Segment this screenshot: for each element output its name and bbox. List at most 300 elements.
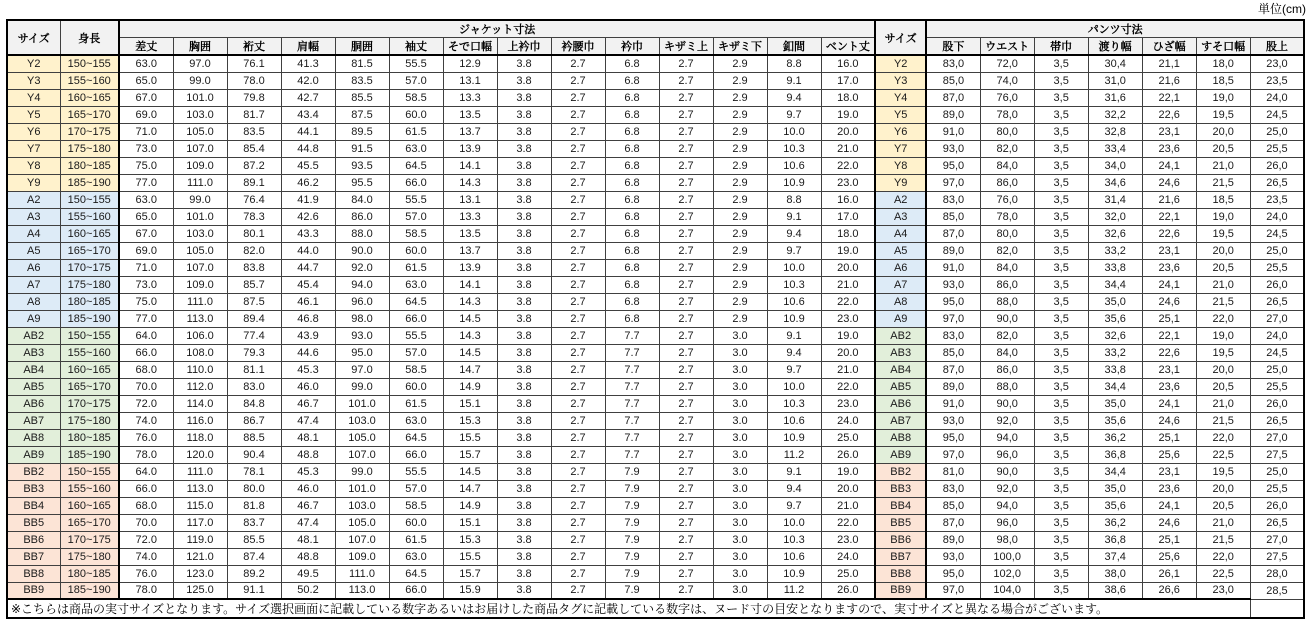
table-row: [7, 293, 1304, 310]
pants-measurement-cell: 88,0: [980, 293, 1034, 310]
jacket-measurement-cell: 3.8: [497, 497, 551, 514]
jacket-measurement-cell: 68.0: [119, 361, 173, 378]
pants-measurement-cell: 3,5: [1034, 55, 1088, 72]
jacket-measurement-cell: 113.0: [173, 480, 227, 497]
pants-measurement-cell: 3,5: [1034, 531, 1088, 548]
jacket-measurement-cell: 66.0: [389, 446, 443, 463]
pants-measurement-cell: 21,6: [1142, 191, 1196, 208]
jacket-measurement-cell: 96.0: [335, 293, 389, 310]
pants-measurement-cell: 38,0: [1088, 565, 1142, 582]
pants-measurement-cell: 34,4: [1088, 463, 1142, 480]
pants-size-cell: BB2: [875, 463, 926, 480]
pants-measurement-cell: 87,0: [926, 89, 980, 106]
pants-measurement-cell: 90,0: [980, 395, 1034, 412]
jacket-measurement-cell: 3.8: [497, 531, 551, 548]
jacket-measurement-cell: 85.5: [227, 531, 281, 548]
jacket-measurement-cell: 66.0: [389, 310, 443, 327]
size-cell: A5: [7, 242, 60, 259]
jacket-measurement-cell: 6.8: [605, 123, 659, 140]
pants-column-header: 股上: [1250, 38, 1304, 56]
pants-measurement-cell: 86,0: [980, 174, 1034, 191]
jacket-measurement-cell: 7.7: [605, 446, 659, 463]
pants-measurement-cell: 25,5: [1250, 480, 1304, 497]
jacket-measurement-cell: 47.4: [281, 514, 335, 531]
jacket-measurement-cell: 6.8: [605, 106, 659, 123]
pants-measurement-cell: 20,0: [1196, 361, 1250, 378]
jacket-measurement-cell: 45.3: [281, 463, 335, 480]
pants-measurement-cell: 25,5: [1250, 378, 1304, 395]
jacket-measurement-cell: 114.0: [173, 395, 227, 412]
pants-measurement-cell: 21,0: [1196, 157, 1250, 174]
jacket-measurement-cell: 10.3: [767, 276, 821, 293]
jacket-measurement-cell: 9.4: [767, 89, 821, 106]
pants-measurement-cell: 26,1: [1142, 565, 1196, 582]
jacket-section-title: ジャケット寸法: [119, 20, 875, 38]
table-row: [7, 446, 1304, 463]
pants-measurement-cell: 32,2: [1088, 106, 1142, 123]
jacket-measurement-cell: 6.8: [605, 89, 659, 106]
height-cell: 185~190: [60, 310, 119, 327]
height-column-header: 身長: [60, 20, 119, 55]
pants-measurement-cell: 35,6: [1088, 310, 1142, 327]
jacket-measurement-cell: 16.0: [821, 191, 875, 208]
jacket-measurement-cell: 99.0: [335, 378, 389, 395]
jacket-measurement-cell: 44.1: [281, 123, 335, 140]
jacket-measurement-cell: 10.0: [767, 259, 821, 276]
jacket-measurement-cell: 44.0: [281, 242, 335, 259]
jacket-measurement-cell: 63.0: [389, 412, 443, 429]
jacket-measurement-cell: 50.2: [281, 582, 335, 599]
jacket-measurement-cell: 2.7: [659, 446, 713, 463]
pants-measurement-cell: 3,5: [1034, 565, 1088, 582]
pants-measurement-cell: 20,0: [1196, 480, 1250, 497]
jacket-measurement-cell: 2.7: [659, 89, 713, 106]
pants-measurement-cell: 3,5: [1034, 429, 1088, 446]
jacket-column-header: キザミ上: [659, 38, 713, 56]
pants-measurement-cell: 93,0: [926, 140, 980, 157]
pants-measurement-cell: 25,6: [1142, 548, 1196, 565]
pants-column-header: ウエスト: [980, 38, 1034, 56]
height-cell: 185~190: [60, 174, 119, 191]
pants-size-cell: Y3: [875, 72, 926, 89]
jacket-measurement-cell: 26.0: [821, 582, 875, 599]
jacket-measurement-cell: 81.7: [227, 106, 281, 123]
pants-measurement-cell: 88,0: [980, 378, 1034, 395]
pants-measurement-cell: 27,5: [1250, 548, 1304, 565]
jacket-measurement-cell: 2.7: [551, 463, 605, 480]
table-row: [7, 242, 1304, 259]
jacket-measurement-cell: 20.0: [821, 480, 875, 497]
jacket-measurement-cell: 3.8: [497, 463, 551, 480]
height-cell: 160~165: [60, 497, 119, 514]
jacket-measurement-cell: 10.3: [767, 140, 821, 157]
jacket-measurement-cell: 3.0: [713, 395, 767, 412]
pants-measurement-cell: 21,5: [1196, 412, 1250, 429]
pants-measurement-cell: 28,5: [1250, 582, 1304, 599]
height-cell: 170~175: [60, 395, 119, 412]
jacket-measurement-cell: 10.6: [767, 293, 821, 310]
pants-measurement-cell: 25,0: [1250, 242, 1304, 259]
pants-measurement-cell: 23,1: [1142, 361, 1196, 378]
jacket-measurement-cell: 3.8: [497, 395, 551, 412]
pants-measurement-cell: 82,0: [980, 327, 1034, 344]
jacket-measurement-cell: 89.2: [227, 565, 281, 582]
jacket-measurement-cell: 3.0: [713, 531, 767, 548]
size-cell: A7: [7, 276, 60, 293]
pants-measurement-cell: 92,0: [980, 412, 1034, 429]
pants-measurement-cell: 24,6: [1142, 514, 1196, 531]
height-cell: 155~160: [60, 344, 119, 361]
jacket-measurement-cell: 15.9: [443, 582, 497, 599]
jacket-measurement-cell: 19.0: [821, 106, 875, 123]
pants-size-cell: BB3: [875, 480, 926, 497]
jacket-measurement-cell: 63.0: [119, 55, 173, 72]
pants-measurement-cell: 33,2: [1088, 242, 1142, 259]
jacket-measurement-cell: 2.7: [659, 55, 713, 72]
pants-measurement-cell: 22,1: [1142, 327, 1196, 344]
pants-measurement-cell: 83,0: [926, 55, 980, 72]
height-cell: 175~180: [60, 140, 119, 157]
jacket-measurement-cell: 25.0: [821, 565, 875, 582]
pants-measurement-cell: 3,5: [1034, 378, 1088, 395]
pants-measurement-cell: 34,4: [1088, 378, 1142, 395]
pants-measurement-cell: 24,5: [1250, 225, 1304, 242]
pants-measurement-cell: 96,0: [980, 514, 1034, 531]
jacket-measurement-cell: 11.2: [767, 446, 821, 463]
jacket-measurement-cell: 14.3: [443, 293, 497, 310]
jacket-measurement-cell: 83.5: [227, 123, 281, 140]
jacket-measurement-cell: 3.0: [713, 582, 767, 599]
table-header: [7, 20, 1304, 55]
pants-measurement-cell: 78,0: [980, 208, 1034, 225]
jacket-measurement-cell: 3.0: [713, 412, 767, 429]
jacket-column-header: 胴囲: [335, 38, 389, 56]
jacket-measurement-cell: 76.4: [227, 191, 281, 208]
jacket-measurement-cell: 55.5: [389, 327, 443, 344]
size-cell: Y3: [7, 72, 60, 89]
size-cell: A6: [7, 259, 60, 276]
jacket-measurement-cell: 6.8: [605, 72, 659, 89]
size-cell: AB4: [7, 361, 60, 378]
jacket-measurement-cell: 3.8: [497, 310, 551, 327]
jacket-measurement-cell: 119.0: [173, 531, 227, 548]
jacket-measurement-cell: 2.9: [713, 72, 767, 89]
jacket-measurement-cell: 42.7: [281, 89, 335, 106]
pants-measurement-cell: 24,0: [1250, 327, 1304, 344]
height-cell: 175~180: [60, 276, 119, 293]
pants-measurement-cell: 21,0: [1196, 514, 1250, 531]
jacket-measurement-cell: 3.8: [497, 480, 551, 497]
jacket-measurement-cell: 87.2: [227, 157, 281, 174]
jacket-column-header: 差丈: [119, 38, 173, 56]
table-row: [7, 463, 1304, 480]
jacket-measurement-cell: 9.7: [767, 106, 821, 123]
jacket-measurement-cell: 2.7: [551, 72, 605, 89]
pants-size-cell: Y6: [875, 123, 926, 140]
pants-measurement-cell: 91,0: [926, 123, 980, 140]
jacket-measurement-cell: 44.8: [281, 140, 335, 157]
jacket-measurement-cell: 3.0: [713, 463, 767, 480]
pants-measurement-cell: 19,5: [1196, 225, 1250, 242]
jacket-measurement-cell: 3.8: [497, 565, 551, 582]
pants-measurement-cell: 36,2: [1088, 514, 1142, 531]
jacket-measurement-cell: 9.1: [767, 72, 821, 89]
jacket-measurement-cell: 2.7: [551, 123, 605, 140]
jacket-measurement-cell: 111.0: [173, 463, 227, 480]
jacket-measurement-cell: 3.8: [497, 361, 551, 378]
pants-size-cell: A3: [875, 208, 926, 225]
size-cell: BB3: [7, 480, 60, 497]
pants-measurement-cell: 87,0: [926, 361, 980, 378]
jacket-measurement-cell: 2.7: [551, 497, 605, 514]
pants-size-cell: BB9: [875, 582, 926, 599]
jacket-measurement-cell: 105.0: [173, 123, 227, 140]
pants-measurement-cell: 33,4: [1088, 140, 1142, 157]
jacket-measurement-cell: 2.7: [551, 276, 605, 293]
jacket-measurement-cell: 60.0: [389, 242, 443, 259]
jacket-measurement-cell: 15.7: [443, 565, 497, 582]
jacket-measurement-cell: 66.0: [389, 582, 443, 599]
size-cell: AB8: [7, 429, 60, 446]
jacket-measurement-cell: 3.8: [497, 106, 551, 123]
jacket-measurement-cell: 85.5: [335, 89, 389, 106]
pants-measurement-cell: 98,0: [980, 531, 1034, 548]
jacket-measurement-cell: 58.5: [389, 497, 443, 514]
jacket-measurement-cell: 43.4: [281, 106, 335, 123]
jacket-measurement-cell: 83.8: [227, 259, 281, 276]
size-cell: Y7: [7, 140, 60, 157]
pants-measurement-cell: 83,0: [926, 327, 980, 344]
pants-measurement-cell: 36,2: [1088, 429, 1142, 446]
size-cell: A2: [7, 191, 60, 208]
pants-measurement-cell: 100,0: [980, 548, 1034, 565]
jacket-measurement-cell: 3.8: [497, 548, 551, 565]
pants-measurement-cell: 25,0: [1250, 361, 1304, 378]
jacket-measurement-cell: 44.6: [281, 344, 335, 361]
jacket-measurement-cell: 69.0: [119, 242, 173, 259]
jacket-measurement-cell: 13.3: [443, 89, 497, 106]
pants-measurement-cell: 33,8: [1088, 361, 1142, 378]
pants-measurement-cell: 23,5: [1250, 72, 1304, 89]
pants-measurement-cell: 35,0: [1088, 395, 1142, 412]
jacket-measurement-cell: 83.0: [227, 378, 281, 395]
pants-size-cell: Y2: [875, 55, 926, 72]
jacket-measurement-cell: 57.0: [389, 480, 443, 497]
jacket-measurement-cell: 2.7: [659, 497, 713, 514]
jacket-measurement-cell: 103.0: [335, 497, 389, 514]
jacket-measurement-cell: 70.0: [119, 514, 173, 531]
jacket-measurement-cell: 2.7: [551, 361, 605, 378]
jacket-measurement-cell: 64.0: [119, 463, 173, 480]
pants-measurement-cell: 89,0: [926, 242, 980, 259]
jacket-measurement-cell: 111.0: [335, 565, 389, 582]
jacket-measurement-cell: 81.1: [227, 361, 281, 378]
jacket-measurement-cell: 77.4: [227, 327, 281, 344]
pants-size-cell: Y9: [875, 174, 926, 191]
pants-measurement-cell: 22,5: [1196, 446, 1250, 463]
jacket-measurement-cell: 2.7: [659, 259, 713, 276]
jacket-measurement-cell: 103.0: [173, 225, 227, 242]
jacket-measurement-cell: 101.0: [173, 89, 227, 106]
jacket-measurement-cell: 90.0: [335, 242, 389, 259]
jacket-measurement-cell: 2.9: [713, 157, 767, 174]
pants-size-cell: AB9: [875, 446, 926, 463]
jacket-measurement-cell: 2.9: [713, 242, 767, 259]
jacket-measurement-cell: 3.0: [713, 446, 767, 463]
jacket-measurement-cell: 6.8: [605, 157, 659, 174]
pants-measurement-cell: 85,0: [926, 497, 980, 514]
jacket-measurement-cell: 7.7: [605, 361, 659, 378]
pants-measurement-cell: 18,5: [1196, 72, 1250, 89]
jacket-measurement-cell: 3.8: [497, 55, 551, 72]
jacket-measurement-cell: 14.5: [443, 310, 497, 327]
pants-measurement-cell: 94,0: [980, 429, 1034, 446]
jacket-measurement-cell: 2.7: [659, 191, 713, 208]
pants-measurement-cell: 23,1: [1142, 123, 1196, 140]
jacket-measurement-cell: 2.7: [551, 429, 605, 446]
pants-measurement-cell: 95,0: [926, 429, 980, 446]
table-row: [7, 72, 1304, 89]
pants-size-cell: A9: [875, 310, 926, 327]
pants-size-cell: BB6: [875, 531, 926, 548]
pants-measurement-cell: 3,5: [1034, 361, 1088, 378]
table-row: [7, 310, 1304, 327]
pants-measurement-cell: 23,1: [1142, 463, 1196, 480]
jacket-measurement-cell: 83.7: [227, 514, 281, 531]
jacket-measurement-cell: 3.0: [713, 327, 767, 344]
jacket-measurement-cell: 3.0: [713, 429, 767, 446]
jacket-measurement-cell: 101.0: [173, 208, 227, 225]
jacket-measurement-cell: 2.7: [659, 106, 713, 123]
pants-measurement-cell: 97,0: [926, 310, 980, 327]
jacket-measurement-cell: 107.0: [335, 531, 389, 548]
jacket-measurement-cell: 2.7: [551, 378, 605, 395]
jacket-measurement-cell: 2.7: [551, 327, 605, 344]
pants-measurement-cell: 93,0: [926, 548, 980, 565]
jacket-measurement-cell: 10.6: [767, 157, 821, 174]
jacket-measurement-cell: 13.3: [443, 208, 497, 225]
pants-size-cell: A4: [875, 225, 926, 242]
pants-measurement-cell: 22,6: [1142, 225, 1196, 242]
pants-measurement-cell: 72,0: [980, 55, 1034, 72]
jacket-measurement-cell: 72.0: [119, 395, 173, 412]
size-cell: Y8: [7, 157, 60, 174]
jacket-measurement-cell: 57.0: [389, 344, 443, 361]
jacket-measurement-cell: 107.0: [173, 140, 227, 157]
table-row: [7, 55, 1304, 72]
jacket-measurement-cell: 2.7: [551, 174, 605, 191]
pants-measurement-cell: 19,5: [1196, 344, 1250, 361]
pants-measurement-cell: 82,0: [980, 242, 1034, 259]
pants-column-header: 帯巾: [1034, 38, 1088, 56]
jacket-measurement-cell: 15.3: [443, 412, 497, 429]
pants-measurement-cell: 25,1: [1142, 429, 1196, 446]
pants-measurement-cell: 84,0: [980, 157, 1034, 174]
pants-measurement-cell: 26,0: [1250, 276, 1304, 293]
jacket-measurement-cell: 6.8: [605, 242, 659, 259]
jacket-measurement-cell: 2.7: [551, 548, 605, 565]
jacket-measurement-cell: 97.0: [335, 361, 389, 378]
jacket-measurement-cell: 2.7: [551, 225, 605, 242]
pants-size-cell: Y4: [875, 89, 926, 106]
height-cell: 185~190: [60, 582, 119, 599]
jacket-measurement-cell: 17.0: [821, 208, 875, 225]
pants-measurement-cell: 37,4: [1088, 548, 1142, 565]
jacket-measurement-cell: 2.9: [713, 225, 767, 242]
pants-measurement-cell: 24,1: [1142, 157, 1196, 174]
jacket-measurement-cell: 2.9: [713, 140, 767, 157]
size-cell: Y4: [7, 89, 60, 106]
height-cell: 150~155: [60, 191, 119, 208]
jacket-measurement-cell: 2.7: [659, 344, 713, 361]
jacket-measurement-cell: 46.8: [281, 310, 335, 327]
jacket-measurement-cell: 10.9: [767, 565, 821, 582]
pants-measurement-cell: 104,0: [980, 582, 1034, 599]
size-cell: A8: [7, 293, 60, 310]
pants-measurement-cell: 78,0: [980, 106, 1034, 123]
jacket-measurement-cell: 2.7: [659, 157, 713, 174]
pants-size-cell: AB2: [875, 327, 926, 344]
pants-measurement-cell: 3,5: [1034, 123, 1088, 140]
pants-measurement-cell: 21,5: [1196, 531, 1250, 548]
table-footer: [7, 599, 1304, 618]
pants-measurement-cell: 81,0: [926, 463, 980, 480]
pants-measurement-cell: 74,0: [980, 72, 1034, 89]
jacket-measurement-cell: 3.8: [497, 429, 551, 446]
pants-measurement-cell: 24,1: [1142, 497, 1196, 514]
height-cell: 150~155: [60, 463, 119, 480]
pants-measurement-cell: 32,6: [1088, 327, 1142, 344]
pants-column-header: すそ口幅: [1196, 38, 1250, 56]
pants-measurement-cell: 30,4: [1088, 55, 1142, 72]
jacket-measurement-cell: 45.3: [281, 361, 335, 378]
table-row: [7, 514, 1304, 531]
jacket-measurement-cell: 14.1: [443, 157, 497, 174]
jacket-measurement-cell: 60.0: [389, 106, 443, 123]
jacket-measurement-cell: 44.7: [281, 259, 335, 276]
jacket-measurement-cell: 75.0: [119, 157, 173, 174]
jacket-measurement-cell: 2.7: [551, 480, 605, 497]
table-row: [7, 225, 1304, 242]
pants-measurement-cell: 22,0: [1196, 548, 1250, 565]
jacket-measurement-cell: 48.1: [281, 429, 335, 446]
jacket-measurement-cell: 92.0: [335, 259, 389, 276]
table-row: [7, 548, 1304, 565]
size-cell: BB2: [7, 463, 60, 480]
jacket-measurement-cell: 2.7: [659, 378, 713, 395]
jacket-measurement-cell: 78.0: [227, 72, 281, 89]
height-cell: 180~185: [60, 565, 119, 582]
size-cell: BB7: [7, 548, 60, 565]
jacket-measurement-cell: 7.9: [605, 565, 659, 582]
pants-measurement-cell: 19,5: [1196, 463, 1250, 480]
jacket-measurement-cell: 63.0: [389, 140, 443, 157]
height-cell: 165~170: [60, 514, 119, 531]
jacket-measurement-cell: 66.0: [119, 480, 173, 497]
jacket-measurement-cell: 2.7: [659, 140, 713, 157]
jacket-measurement-cell: 9.4: [767, 225, 821, 242]
jacket-measurement-cell: 3.8: [497, 225, 551, 242]
size-cell: A4: [7, 225, 60, 242]
jacket-measurement-cell: 2.9: [713, 259, 767, 276]
jacket-measurement-cell: 3.8: [497, 208, 551, 225]
pants-measurement-cell: 87,0: [926, 514, 980, 531]
jacket-measurement-cell: 10.3: [767, 531, 821, 548]
pants-measurement-cell: 26,5: [1250, 514, 1304, 531]
height-cell: 160~165: [60, 225, 119, 242]
jacket-measurement-cell: 46.1: [281, 293, 335, 310]
jacket-column-header: そで口幅: [443, 38, 497, 56]
